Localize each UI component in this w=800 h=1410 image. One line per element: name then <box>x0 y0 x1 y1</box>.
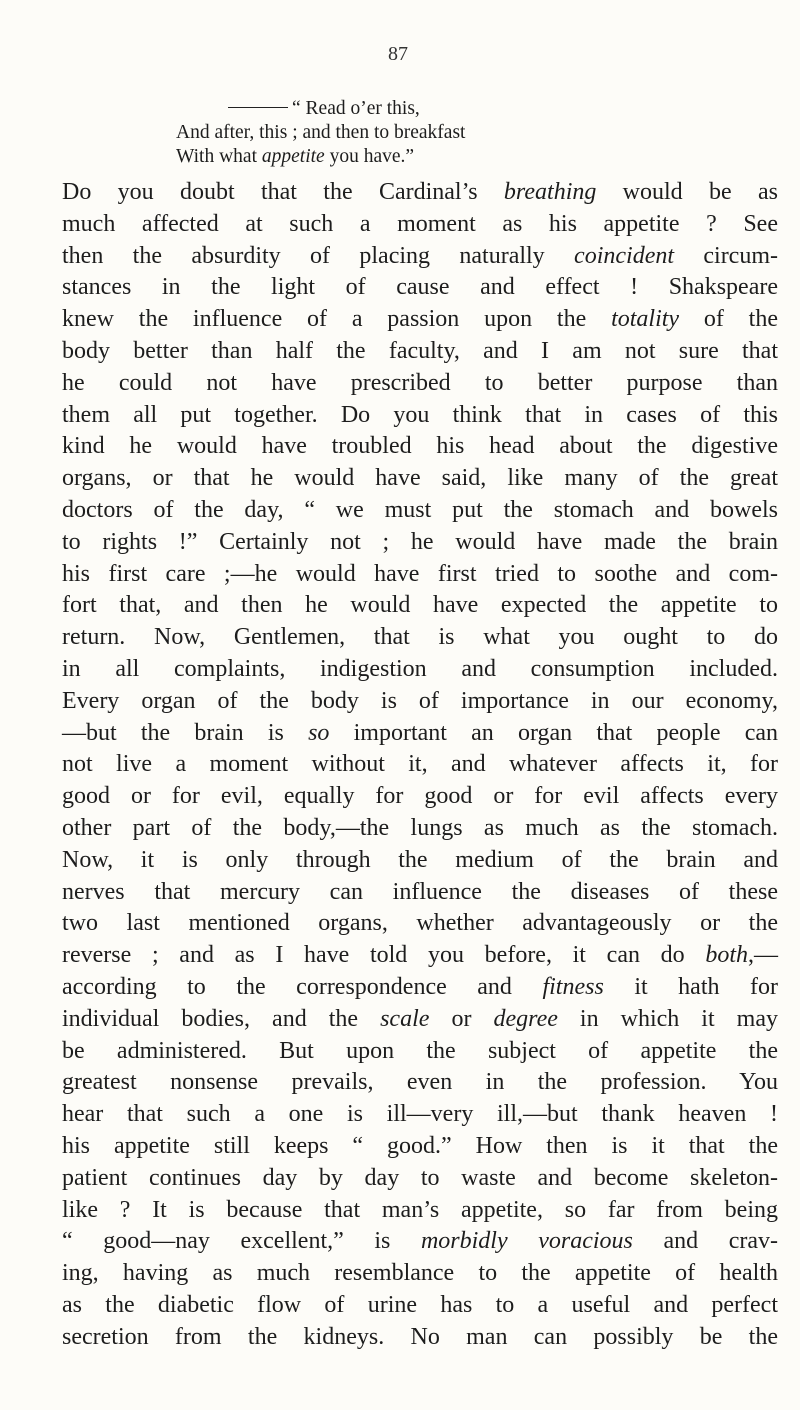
body-emphasis: scale <box>380 1005 430 1032</box>
body-line <box>62 1099 778 1131</box>
body-text-run: patient continues day by day to waste and become skeleton- <box>62 1164 778 1191</box>
body-line <box>62 1067 778 1099</box>
body-text-run: it hath for <box>603 973 779 1000</box>
body-emphasis: so <box>308 719 330 746</box>
body-line <box>62 686 778 718</box>
body-line <box>62 877 778 909</box>
body-line <box>62 813 778 845</box>
body-line <box>62 1322 778 1354</box>
body-line <box>62 908 778 940</box>
body-text-run: Now, it is only through the medium of the brain and <box>62 846 778 873</box>
epigraph-line-3 <box>176 145 768 169</box>
body-text-run: his first care ;—he would have first tried to soothe and com- <box>62 560 778 587</box>
body-line <box>62 781 778 813</box>
body-text-run: fort that, and then he would have expected the appetite to <box>62 592 778 619</box>
body-text-run: much affected at such a moment as his appetite ? See <box>62 210 778 237</box>
body-line <box>62 1226 778 1258</box>
body-line <box>62 241 778 273</box>
body-text-run: organs, or that he would have said, like many of the great <box>62 465 778 492</box>
body-line <box>62 431 778 463</box>
epigraph-quote <box>176 97 768 169</box>
body-text-run: —but the brain is <box>62 719 309 746</box>
body-text-run: to rights !” Certainly not ; he would have made the brain <box>62 528 778 555</box>
body-line <box>62 527 778 559</box>
body-text-run: kind he would have troubled his head about the digestive <box>62 433 778 460</box>
body-text-run: his appetite still keeps “ good.” How then is it that the <box>62 1132 778 1159</box>
body-line <box>62 972 778 1004</box>
body-text-run: he could not have prescribed to better purpose than <box>62 369 778 396</box>
body-line <box>62 495 778 527</box>
body-line <box>62 1163 778 1195</box>
epigraph-line-3-pre: With what <box>176 146 262 167</box>
body-line <box>62 336 778 368</box>
body-line <box>62 654 778 686</box>
body-line <box>62 845 778 877</box>
body-text-run: them all put together. Do you think that in cases of this <box>62 401 778 428</box>
body-text-run: like ? It is because that man’s appetite, so far from being <box>62 1196 778 1223</box>
body-emphasis: degree <box>493 1005 558 1032</box>
body-text-run: of the <box>679 306 778 333</box>
body-emphasis: coincident <box>574 242 675 269</box>
body-emphasis: totality <box>611 306 680 333</box>
body-text-run: not live a moment without it, and whatever affects it, for <box>62 751 778 778</box>
body-text-run: circum- <box>674 242 778 269</box>
body-line <box>62 209 778 241</box>
body-text-run: important an organ that people can <box>329 719 779 746</box>
body-text-run: Every organ of the body is of importance in our economy, <box>62 687 778 714</box>
body-text-run: return. Now, Gentlemen, that is what you ought to do <box>62 624 778 651</box>
body-text-run: body better than half the faculty, and I am not sure that <box>62 337 778 364</box>
body-text-run: hear that such a one is ill—very ill,—but thank heaven ! <box>62 1101 778 1128</box>
body-line <box>62 622 778 654</box>
epigraph-line-2: And after, this ; and then to breakfast <box>176 122 466 143</box>
body-line <box>62 463 778 495</box>
body-text-run: two last mentioned organs, whether advantageously or the <box>62 910 778 937</box>
body-line <box>62 1036 778 1068</box>
body-paragraph <box>62 177 778 1353</box>
body-line <box>62 940 778 972</box>
em-rule <box>228 107 288 108</box>
body-text-run: secretion from the kidneys. No man can possibly be the <box>62 1323 778 1350</box>
body-text-run: doctors of the day, “ we must put the stomach and bowels <box>62 496 778 523</box>
epigraph-line-3-post: you have.” <box>324 146 415 167</box>
body-line <box>62 400 778 432</box>
body-text-run: “ good—nay excellent,” is <box>62 1228 421 1255</box>
body-line <box>62 368 778 400</box>
body-line <box>62 559 778 591</box>
body-text-run: according to the correspondence and <box>62 973 543 1000</box>
body-line <box>62 177 778 209</box>
body-line <box>62 590 778 622</box>
body-line <box>62 1004 778 1036</box>
body-text-run: knew the influence of a passion upon the <box>62 306 612 333</box>
body-emphasis: breathing <box>503 179 597 205</box>
body-text-run: other part of the body,—the lungs as much as the stomach. <box>62 814 778 841</box>
body-text-run: and crav- <box>632 1228 778 1255</box>
body-text-run: would be as <box>596 179 778 205</box>
body-line <box>62 1131 778 1163</box>
epigraph-line-1-text: “ Read o’er this, <box>292 98 420 119</box>
body-text-run: ,— <box>748 942 778 969</box>
body-line <box>62 749 778 781</box>
body-text-run: then the absurdity of placing naturally <box>62 242 575 269</box>
body-emphasis: fitness <box>542 973 604 1000</box>
body-line <box>62 718 778 750</box>
body-emphasis: morbidly voracious <box>420 1228 633 1255</box>
body-text-run: reverse ; and as I have told you before, it can do <box>62 942 706 969</box>
body-text-run: ing, having as much resemblance to the appetite of health <box>62 1260 778 1287</box>
body-text-run: or <box>429 1005 494 1032</box>
page-number: 87 <box>388 43 408 65</box>
body-line <box>62 1195 778 1227</box>
body-text-run: as the diabetic flow of urine has to a useful and perfect <box>62 1291 778 1318</box>
body-text-run: greatest nonsense prevails, even in the profession. You <box>62 1069 778 1096</box>
body-line <box>62 1290 778 1322</box>
body-text-run: Do you doubt that the Cardinal’s <box>62 179 504 205</box>
body-text-run: individual bodies, and the <box>62 1005 381 1032</box>
epigraph-line-3-emphasis: appetite <box>261 146 325 167</box>
body-text-run: nerves that mercury can influence the diseases of these <box>62 878 778 905</box>
body-text-run: be administered. But upon the subject of appetite the <box>62 1037 778 1064</box>
body-line <box>62 1258 778 1290</box>
body-line <box>62 272 778 304</box>
body-text-run: stances in the light of cause and effect ! Shakspeare <box>62 274 778 301</box>
body-text-run: in which it may <box>557 1005 778 1032</box>
body-text-run: in all complaints, indigestion and consumption included. <box>62 655 778 682</box>
body-emphasis: both <box>705 942 748 969</box>
body-text-run: good or for evil, equally for good or for evil affects every <box>62 783 778 810</box>
epigraph-line-1 <box>228 97 768 121</box>
body-line <box>62 304 778 336</box>
